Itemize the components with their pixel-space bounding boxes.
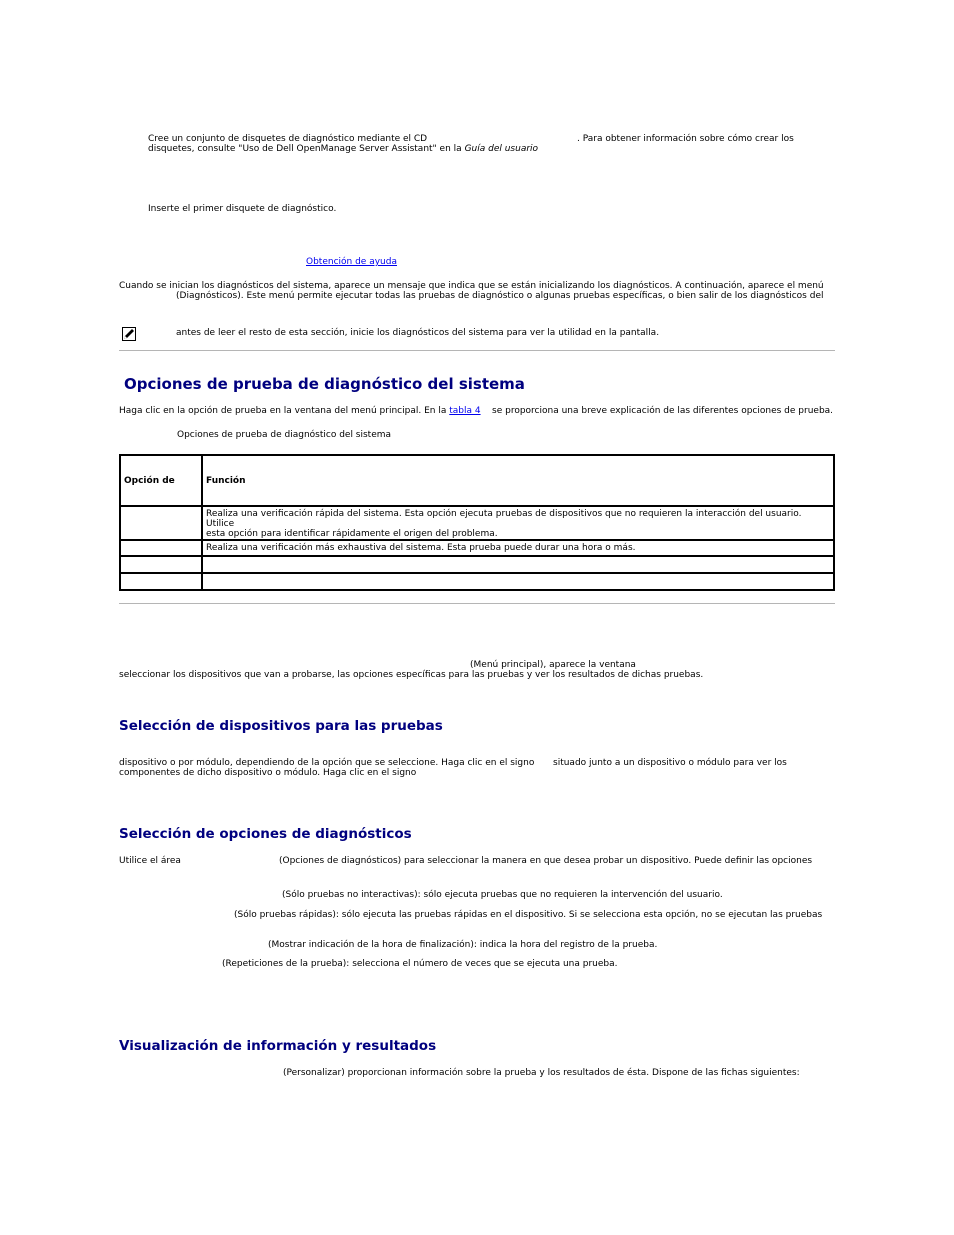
- advanced-line2: seleccionar los dispositivos que van a probarse, las opciones específicas para las pruebas y ver los resultados de dichas pruebas.: [119, 670, 704, 680]
- step1-text-c: disquetes, consulte "Uso de Dell OpenManage Server Assistant" en la: [148, 144, 462, 154]
- note-text: antes de leer el resto de esta sección, inicie los diagnósticos del sistema para ver la utilidad en la pantalla.: [176, 328, 660, 338]
- section-title-results: Visualización de información y resultados: [119, 1038, 437, 1054]
- table-caption: Opciones de prueba de diagnóstico del sistema: [177, 430, 392, 440]
- table4-link[interactable]: tabla 4: [449, 406, 481, 416]
- table-row: [120, 573, 834, 590]
- diag-option-non-interactive: (Sólo pruebas no interactivas): sólo ejecuta pruebas que no requieren la intervención del usuario.: [282, 890, 723, 900]
- diag-option-quick: (Sólo pruebas rápidas): sólo ejecuta las pruebas rápidas en el dispositivo. Si se selecciona esta opción, no se ejecutan las pruebas: [234, 910, 823, 920]
- header-function: Función: [202, 455, 834, 506]
- step1-text-a: Cree un conjunto de disquetes de diagnóstico mediante el CD: [148, 134, 428, 144]
- devices-line1-b: situado junto a un dispositivo o módulo para ver los: [553, 758, 787, 768]
- row1-line1: Realiza una verificación rápida del sistema. Esta opción ejecuta pruebas de dispositivos que no requieren la interacción del usuario. Utilice: [206, 509, 802, 529]
- table-cell-function: [202, 556, 834, 573]
- table-row: [120, 556, 834, 573]
- intro-line1: Cuando se inician los diagnósticos del sistema, aparece un mensaje que indica que se están inicializando los diagnósticos. A continuación, aparece el menú: [119, 281, 824, 291]
- user-guide-title: Guía del usuario: [464, 144, 539, 154]
- intro-line2: (Diagnósticos). Este menú permite ejecutar todas las pruebas de diagnóstico o algunas pruebas específicas, o bien salir de los diagnósticos del: [176, 291, 824, 301]
- table-row: [120, 540, 834, 556]
- table-cell-function: [202, 506, 834, 540]
- results-line1: (Personalizar) proporcionan información sobre la prueba y los resultados de ésta. Dispone de las fichas siguientes:: [283, 1068, 800, 1078]
- step1-line2: [148, 144, 538, 154]
- table-cell-option: [120, 506, 202, 540]
- devices-line1-a: dispositivo o por módulo, dependiendo de la opción que se seleccione. Haga clic en el signo: [119, 758, 535, 768]
- table-row: [120, 506, 834, 540]
- section-title-diag-options: Selección de opciones de diagnósticos: [119, 826, 412, 842]
- step1-text-b: . Para obtener información sobre cómo crear los: [577, 134, 794, 144]
- table-cell-option: [120, 573, 202, 590]
- help-link[interactable]: Obtención de ayuda: [306, 257, 397, 267]
- table-cell-option: [120, 540, 202, 556]
- diag-line1-b: (Opciones de diagnósticos) para seleccionar la manera en que desea probar un dispositivo. Puede definir las opciones: [279, 856, 813, 866]
- divider: [119, 350, 835, 351]
- header-option: Opción de: [120, 455, 202, 506]
- table-cell-option: [120, 556, 202, 573]
- diag-option-repetitions: (Repeticiones de la prueba): selecciona el número de veces que se ejecuta una prueba.: [222, 959, 618, 969]
- table-cell-function: [202, 573, 834, 590]
- section-title-options: Opciones de prueba de diagnóstico del sistema: [124, 375, 525, 393]
- options-para-a: Haga clic en la opción de prueba en la ventana del menú principal. En la: [119, 406, 447, 416]
- table-cell-function: Realiza una verificación más exhaustiva del sistema. Esta prueba puede durar una hora o más.: [202, 540, 834, 556]
- step2-text: Inserte el primer disquete de diagnóstico.: [148, 204, 337, 214]
- options-paragraph: [119, 406, 833, 416]
- section-title-devices: Selección de dispositivos para las pruebas: [119, 718, 443, 734]
- diag-line1-a: Utilice el área: [119, 856, 181, 866]
- devices-line2: componentes de dicho dispositivo o módulo. Haga clic en el signo: [119, 768, 417, 778]
- advanced-line1: (Menú principal), aparece la ventana: [470, 660, 636, 670]
- note-pencil-icon: [122, 327, 136, 341]
- row1-line2: esta opción para identificar rápidamente el origen del problema.: [206, 529, 498, 539]
- divider: [119, 603, 835, 604]
- table-header-row: [120, 455, 834, 506]
- options-para-b: se proporciona una breve explicación de las diferentes opciones de prueba.: [492, 406, 834, 416]
- diag-option-timestamp: (Mostrar indicación de la hora de finalización): indica la hora del registro de la prueba.: [268, 940, 658, 950]
- options-table: [119, 454, 835, 591]
